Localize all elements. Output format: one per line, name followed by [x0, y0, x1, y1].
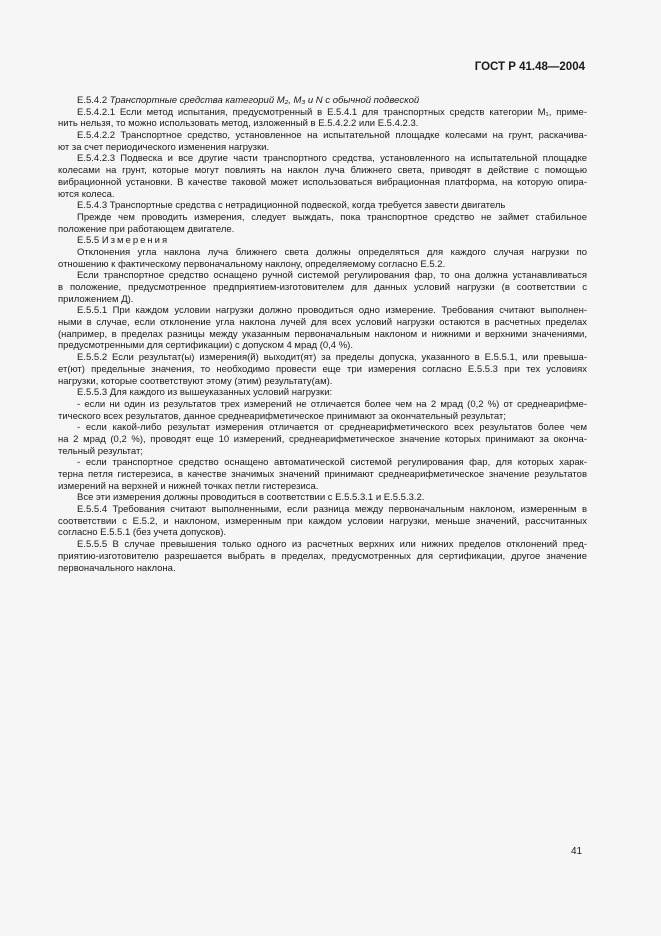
text-line: ет(ют) предельные значения, то необходимо провести еще три измерения согласно Е.5.5.3 при тех условиях	[58, 363, 587, 375]
paragraph	[58, 130, 587, 153]
text-line: тельный результат;	[58, 445, 143, 457]
paragraph	[58, 387, 587, 399]
text-line: ются колеса.	[58, 188, 115, 200]
text-line: терна петля гистерезиса, в качестве значимых значений принимают среднеарифметическое значение результатов	[58, 469, 587, 480]
paragraph	[58, 107, 587, 130]
heading-line	[58, 235, 587, 247]
paragraph	[58, 539, 587, 574]
document-body	[58, 95, 587, 574]
text-line: Е.5.5.4 Требования считают выполненными, если разница между первоначальным наклоном, измеренным в	[77, 504, 587, 516]
document-code-header: ГОСТ Р 41.48—2004	[474, 61, 585, 73]
text-line: Отклонения угла наклона луча ближнего света должны определяться для каждого случая нагрузки по	[77, 246, 587, 258]
text-line: Е.5.4.2.1 Если метод испытания, предусмотренный в Е.5.4.1 для транспортных средств категории M₁, приме-	[77, 106, 587, 118]
section-heading	[58, 235, 587, 247]
text-line: приложением Д).	[58, 293, 134, 305]
text-line: - если какой-либо результат измерения отличается от среднеарифметического всех результатов более чем	[77, 422, 587, 434]
text-line: Если транспортное средство оснащено ручной системой регулирования фар, то она должна устанавливаться	[77, 270, 587, 282]
paragraph	[58, 270, 587, 305]
text-line: Е.5.5.5 В случае превышения только одного из расчетных верхних или нижних пределов отклонений пред-	[77, 539, 587, 551]
text-line: в положение, предусмотренное предприятием-изготовителем для данных условий нагрузки (в соответствии с	[58, 282, 587, 293]
text-line: на 2 мрад (0,2 %), проводят еще 10 измерений, среднеарифметическое значение которых принимают за оконча-	[58, 433, 587, 445]
text-line: вибрационной установки. В качестве таковой может использоваться вибрационная платформа, на которую опира-	[58, 176, 587, 188]
text-line: Е.5.4.2.3 Подвеска и все другие части транспортного средства, установленного на испытательной площадке	[77, 153, 587, 165]
text-line: предусмотренными для сертификации) с допуском 4 мрад (0,4 %).	[58, 340, 353, 352]
text-line: Е.5.4.3 Транспортные средства с нетрадиционной подвеской, когда требуется завести двигатель	[77, 200, 506, 212]
text-line: соответствии с Е.5.2, и наклоном, измеренным при каждом условии нагрузки, меньше значений, рассчитанных	[58, 515, 587, 527]
text-line: Все эти измерения должны проводиться в соответствии с Е.5.5.3.1 и Е.5.5.3.2.	[77, 492, 425, 504]
text-line: Е.5.5.1 При каждом условии нагрузки должно проводиться одно измерение. Требования считают выполнен-	[77, 305, 587, 317]
section-number: Е.5.4.2	[77, 95, 110, 106]
text-line: согласно Е.5.5.1 (без учета допусков).	[58, 527, 227, 539]
paragraph	[58, 504, 587, 539]
text-line: Е.5.5.3 Для каждого из вышеуказанных условий нагрузки:	[77, 387, 333, 399]
text-line: приятию-изготовителю разрешается выбрать в пределах, предусмотренных для сертификации, другое значение	[58, 550, 587, 562]
text-line: ными в случае, если отклонение угла наклона лучей для всех условий нагрузки остаются в расчетных пределах	[58, 317, 587, 329]
page-number: 41	[571, 846, 583, 857]
paragraph	[58, 457, 587, 492]
paragraph	[58, 212, 587, 235]
text-line: положение при работающем двигателе.	[58, 223, 235, 235]
text-line: Прежде чем проводить измерения, следует выждать, пока транспортное средство не займет стабильное	[77, 211, 587, 223]
paragraph	[58, 153, 587, 200]
text-line: ют за счет периодического изменения нагрузки.	[58, 141, 270, 153]
section-number: Е.5.5	[77, 235, 102, 247]
paragraph	[58, 247, 587, 270]
text-line: нагрузки, которые соответствуют этому (этим) результату(ам).	[58, 375, 333, 387]
text-line: колесами на грунт, которые могут повлиять на наклон луча ближнего света, приводят в действие с помощью	[58, 165, 587, 177]
section-title: Измерения	[101, 235, 170, 247]
paragraph	[58, 352, 587, 387]
text-line: тического всех результатов, данное среднеарифметическое принимают за окончательный результат;	[58, 410, 506, 422]
paragraph	[58, 305, 587, 352]
section-title: Транспортные средства категорий M₂, M₃ и N с обычной подвеской	[109, 95, 420, 106]
text-line: первоначального наклона.	[58, 562, 176, 574]
text-line: Е.5.5.2 Если результат(ы) измерения(й) выходит(ят) за пределы допуска, указанного в Е.5.5.1, или превыша-	[77, 352, 587, 364]
paragraph	[58, 492, 587, 504]
paragraph	[58, 200, 587, 212]
paragraph	[58, 422, 587, 457]
section-heading	[58, 95, 587, 107]
text-line: (например, в пределах разницы между указанным первоначальным наклоном и нижними и верхними значениями,	[58, 328, 587, 340]
heading-line	[58, 95, 587, 107]
text-line: нить нельзя, то можно использовать метод, изложенный в Е.5.4.2.2 или Е.5.4.2.3.	[58, 118, 419, 130]
text-line: - если транспортное средство оснащено автоматической системой регулирования фар, для которых харак-	[77, 457, 587, 469]
text-line: Е.5.4.2.2 Транспортное средство, установленное на испытательной площадке колесами на грунт, раскачива-	[77, 130, 587, 142]
text-line: измерений на верхней и нижней точках петли гистерезиса.	[58, 480, 319, 492]
text-line: - если ни один из результатов трех измерений не отличается более чем на 2 мрад (0,2 %) от среднеарифме-	[77, 398, 587, 410]
paragraph	[58, 399, 587, 422]
text-line: отношению к фактическому первоначальному наклону, определяемому согласно Е.5.2.	[58, 258, 446, 270]
